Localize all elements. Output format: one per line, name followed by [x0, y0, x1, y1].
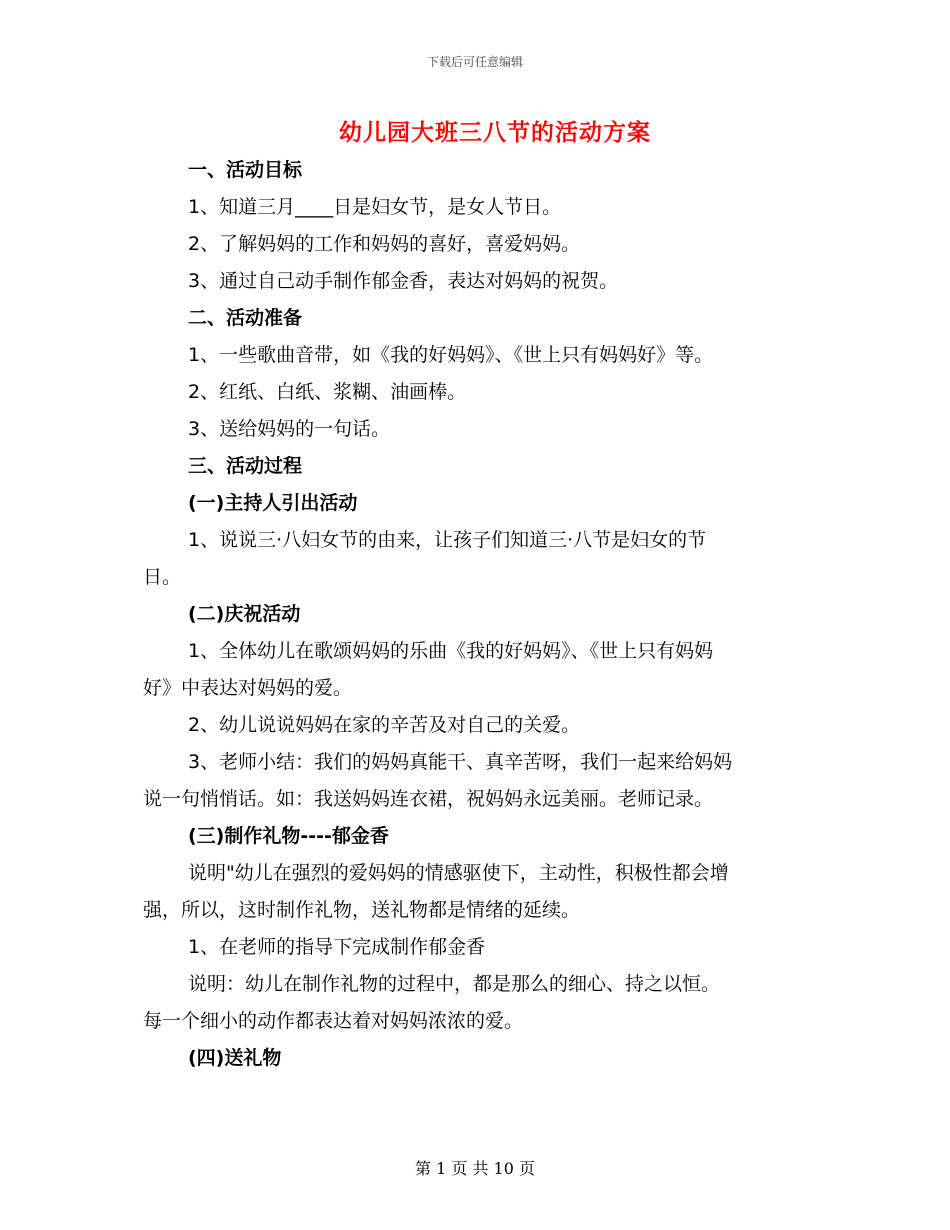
- header-note: 下载后可任意编辑: [426, 55, 523, 69]
- subsection-heading: (三)制作礼物----郁金香: [188, 825, 389, 847]
- paragraph-line: 3、通过自己动手制作郁金香，表达对妈妈的祝贺。: [188, 270, 619, 292]
- paragraph-line: 2、红纸、白纸、浆糊、油画棒。: [188, 381, 467, 403]
- paragraph-line: 2、幼儿说说妈妈在家的辛苦及对自己的关爱。: [188, 714, 581, 736]
- page-footer: 第 1 页 共 10 页: [415, 1159, 535, 1178]
- paragraph-line: 2、了解妈妈的工作和妈妈的喜好，喜爱妈妈。: [188, 233, 581, 255]
- paragraph-line: 好》中表达对妈妈的爱。: [143, 677, 353, 699]
- paragraph-line: 1、在老师的指导下完成制作郁金香: [188, 936, 486, 958]
- subsection-heading: (四)送礼物: [188, 1047, 282, 1069]
- document-title: 幼儿园大班三八节的活动方案: [339, 120, 651, 146]
- paragraph-line: 强，所以，这时制作礼物，送礼物都是情绪的延续。: [143, 899, 581, 921]
- section-heading-goals: 一、活动目标: [188, 159, 303, 181]
- paragraph-line: 3、老师小结：我们的妈妈真能干、真辛苦呀，我们一起来给妈妈: [188, 751, 733, 773]
- paragraph-line: 说明"幼儿在强烈的爱妈妈的情感驱使下，主动性，积极性都会增: [188, 862, 729, 884]
- section-heading-process: 三、活动过程: [188, 455, 303, 477]
- paragraph-line: 1、说说三·八妇女节的由来，让孩子们知道三·八节是妇女的节: [188, 529, 707, 551]
- paragraph-line: 1、一些歌曲音带，如《我的好妈妈》、《世上只有妈妈好》等。: [188, 344, 714, 366]
- paragraph-line: 说一句悄悄话。如：我送妈妈连衣裙，祝妈妈永远美丽。老师记录。: [143, 788, 714, 810]
- paragraph-line: 日。: [143, 566, 182, 588]
- subsection-heading: (二)庆祝活动: [188, 603, 301, 625]
- paragraph-line: 1、知道三月____日是妇女节，是女人节日。: [188, 196, 562, 218]
- section-heading-preparation: 二、活动准备: [188, 307, 303, 329]
- paragraph-line: 每一个细小的动作都表达着对妈妈浓浓的爱。: [143, 1010, 524, 1032]
- paragraph-line: 1、全体幼儿在歌颂妈妈的乐曲《我的好妈妈》、《世上只有妈妈: [188, 640, 714, 662]
- paragraph-line: 说明：幼儿在制作礼物的过程中，都是那么的细心、持之以恒。: [188, 973, 721, 995]
- document-body: [143, 152, 808, 1077]
- subsection-heading: (一)主持人引出活动: [188, 492, 358, 514]
- paragraph-line: 3、送给妈妈的一句话。: [188, 418, 391, 440]
